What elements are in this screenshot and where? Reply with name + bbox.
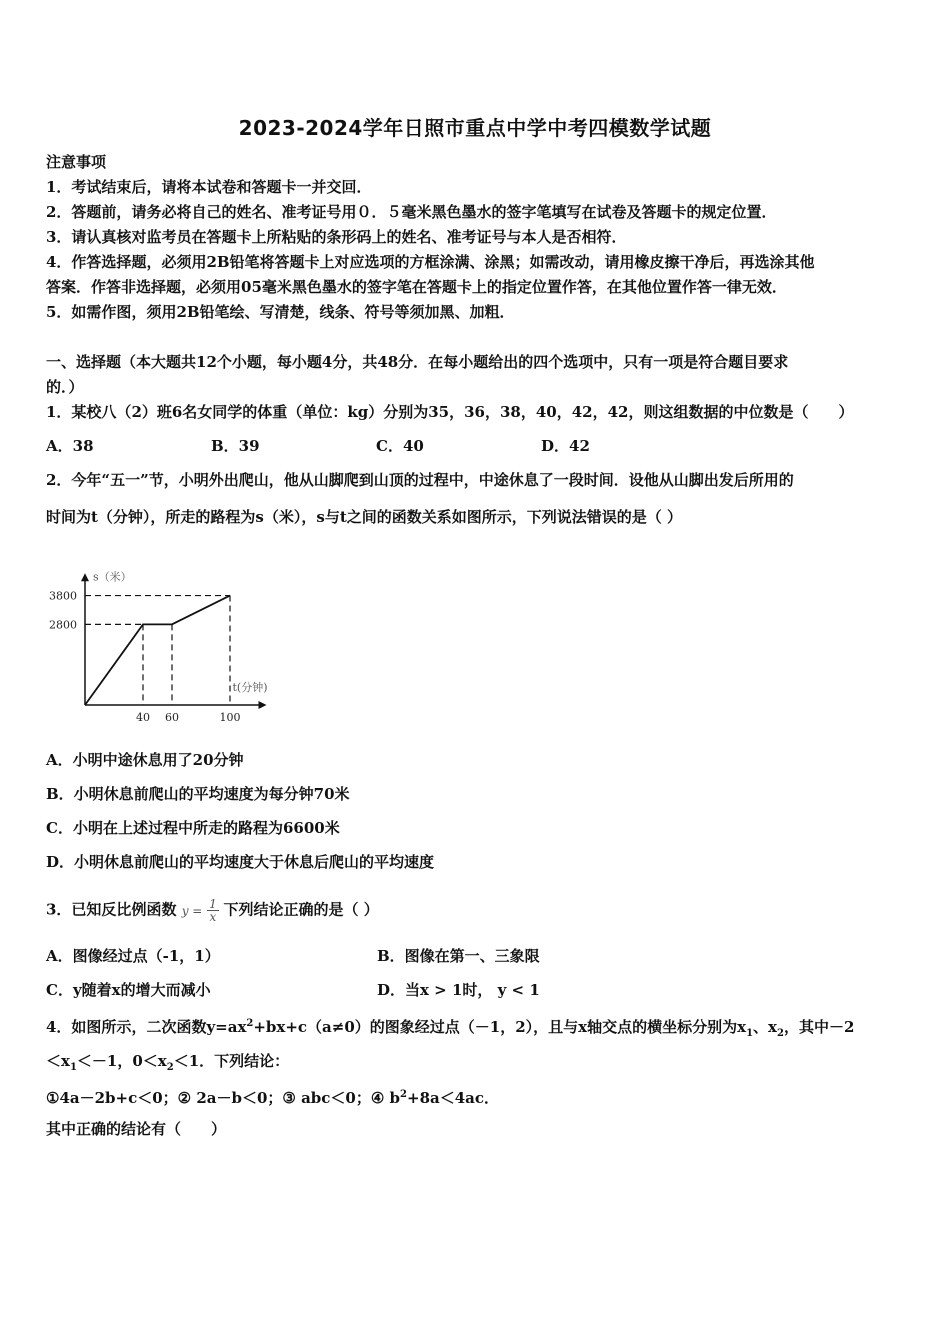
y-axis-label: s（米） xyxy=(93,570,132,584)
question-4-stem xyxy=(46,1014,854,1044)
notice-item: 5．如需作图，须用2B铅笔绘、写清楚，线条、符号等须加黑、加粗． xyxy=(46,303,515,321)
page-title: 2023-2024学年日照市重点中学中考四模数学试题 xyxy=(238,116,712,140)
question-2-stem: 2．今年“五一”节，小明外出爬山，他从山脚爬到山顶的过程中，中途休息了一段时间．设他从山脚出发后所用的 xyxy=(46,471,794,489)
question-4-stem-cont xyxy=(46,1051,289,1078)
q3-stem-post: 下列结论正确的是（ ） xyxy=(223,900,379,919)
q4-sup: 2 xyxy=(400,1089,407,1100)
question-1-stem: 1．某校八（2）班6名女同学的体重（单位：kg）分别为35，36，38，40，42，42，则这组数据的中位数是（ ） xyxy=(46,403,854,421)
q3-stem-pre: 3．已知反比例函数 xyxy=(46,900,177,919)
q3-option-c: C．y随着x的增大而减小 xyxy=(46,981,211,999)
q4-text: ＜x xyxy=(46,1052,70,1070)
q4-text: 、x xyxy=(753,1018,777,1036)
x-tick-label: 100 xyxy=(219,711,241,724)
distance-line xyxy=(85,596,230,705)
q3-option-d: D．当x > 1时， y < 1 xyxy=(377,981,540,999)
q3-option-b: B．图像在第一、三象限 xyxy=(377,947,540,965)
chart-series xyxy=(85,596,230,705)
q2-option-d: D．小明休息前爬山的平均速度大于休息后爬山的平均速度 xyxy=(46,853,435,871)
q4-text: 4．如图所示，二次函数y=ax xyxy=(46,1018,247,1036)
q4-sub: 2 xyxy=(166,1062,174,1073)
x-axis-label: t(分钟) xyxy=(232,681,268,694)
q4-question: 其中正确的结论有（ ） xyxy=(46,1120,227,1138)
section-heading: 一、选择题（本大题共12个小题，每小题4分，共48分．在每小题给出的四个选项中，只有一项是符合题目要求 xyxy=(46,353,789,371)
q3-formula-lhs: y = xyxy=(181,903,203,918)
q4-text: ＜1．下列结论： xyxy=(173,1052,290,1070)
y-axis-arrow xyxy=(81,573,89,581)
notice-heading: 注意事项 xyxy=(46,153,107,171)
q2-option-b: B．小明休息前爬山的平均速度为每分钟70米 xyxy=(46,785,350,803)
distance-time-chart xyxy=(40,540,290,730)
q4-text: ，其中－2 xyxy=(783,1018,855,1036)
y-tick-label: 3800 xyxy=(49,589,77,603)
q4-sub: 1 xyxy=(69,1062,77,1073)
q3-option-a: A．图像经过点（-1，1） xyxy=(46,947,220,965)
q2-option-a: A．小明中途休息用了20分钟 xyxy=(46,751,244,769)
q3-formula xyxy=(181,897,224,924)
q4-text: +8a＜4ac． xyxy=(407,1089,500,1107)
chart-labels xyxy=(49,569,268,724)
q4-text: ①4a－2b+c＜0；② 2a－b＜0；③ abc＜0；④ b xyxy=(46,1089,401,1107)
q3-fraction-den: x xyxy=(209,910,217,924)
x-axis-arrow xyxy=(259,701,267,709)
section-heading-cont: 的．） xyxy=(46,378,84,396)
x-tick-label: 60 xyxy=(165,711,179,724)
q2-option-c: C．小明在上述过程中所走的路程为6600米 xyxy=(46,819,340,837)
q1-option-a: A．38 xyxy=(46,437,94,455)
y-tick-label: 2800 xyxy=(49,618,77,632)
q4-sub: 2 xyxy=(776,1028,784,1039)
chart-guides xyxy=(85,596,230,705)
question-3-stem xyxy=(46,898,379,923)
notice-item: 2．答题前，请务必将自己的姓名、准考证号用０．５毫米黑色墨水的签字笔填写在试卷及答题卡的规定位置． xyxy=(46,203,777,221)
q3-fraction xyxy=(207,898,219,923)
q4-text: +bx+c（a≠0）的图象经过点（－1，2），且与x轴交点的横坐标分别为x xyxy=(253,1018,747,1036)
notice-item: 答案．作答非选择题，必须用05毫米黑色墨水的签字笔在答题卡上的指定位置作答，在其他位置作答一律无效． xyxy=(46,278,787,296)
question-2-stem-cont: 时间为t（分钟），所走的路程为s（米），s与t之间的函数关系如图所示，下列说法错误的是（ ） xyxy=(46,508,682,526)
q4-conclusions xyxy=(46,1085,499,1108)
notice-item: 1．考试结束后，请将本试卷和答题卡一并交回． xyxy=(46,178,372,196)
q4-sub: 1 xyxy=(746,1028,754,1039)
notice-item: 3．请认真核对监考员在答题卡上所粘贴的条形码上的姓名、准考证号与本人是否相符． xyxy=(46,228,627,246)
notice-item: 4．作答选择题，必须用2B铅笔将答题卡上对应选项的方框涂满、涂黑；如需改动，请用橡皮擦干净后，再选涂其他 xyxy=(46,253,815,271)
q4-sup: 2 xyxy=(246,1018,254,1029)
x-tick-label: 40 xyxy=(136,711,150,724)
q1-option-c: C．40 xyxy=(376,437,424,455)
q3-fraction-num: 1 xyxy=(209,897,217,911)
q4-text: ＜－1，0＜x xyxy=(76,1052,167,1070)
q1-option-d: D．42 xyxy=(541,437,590,455)
q1-option-b: B．39 xyxy=(211,437,260,455)
